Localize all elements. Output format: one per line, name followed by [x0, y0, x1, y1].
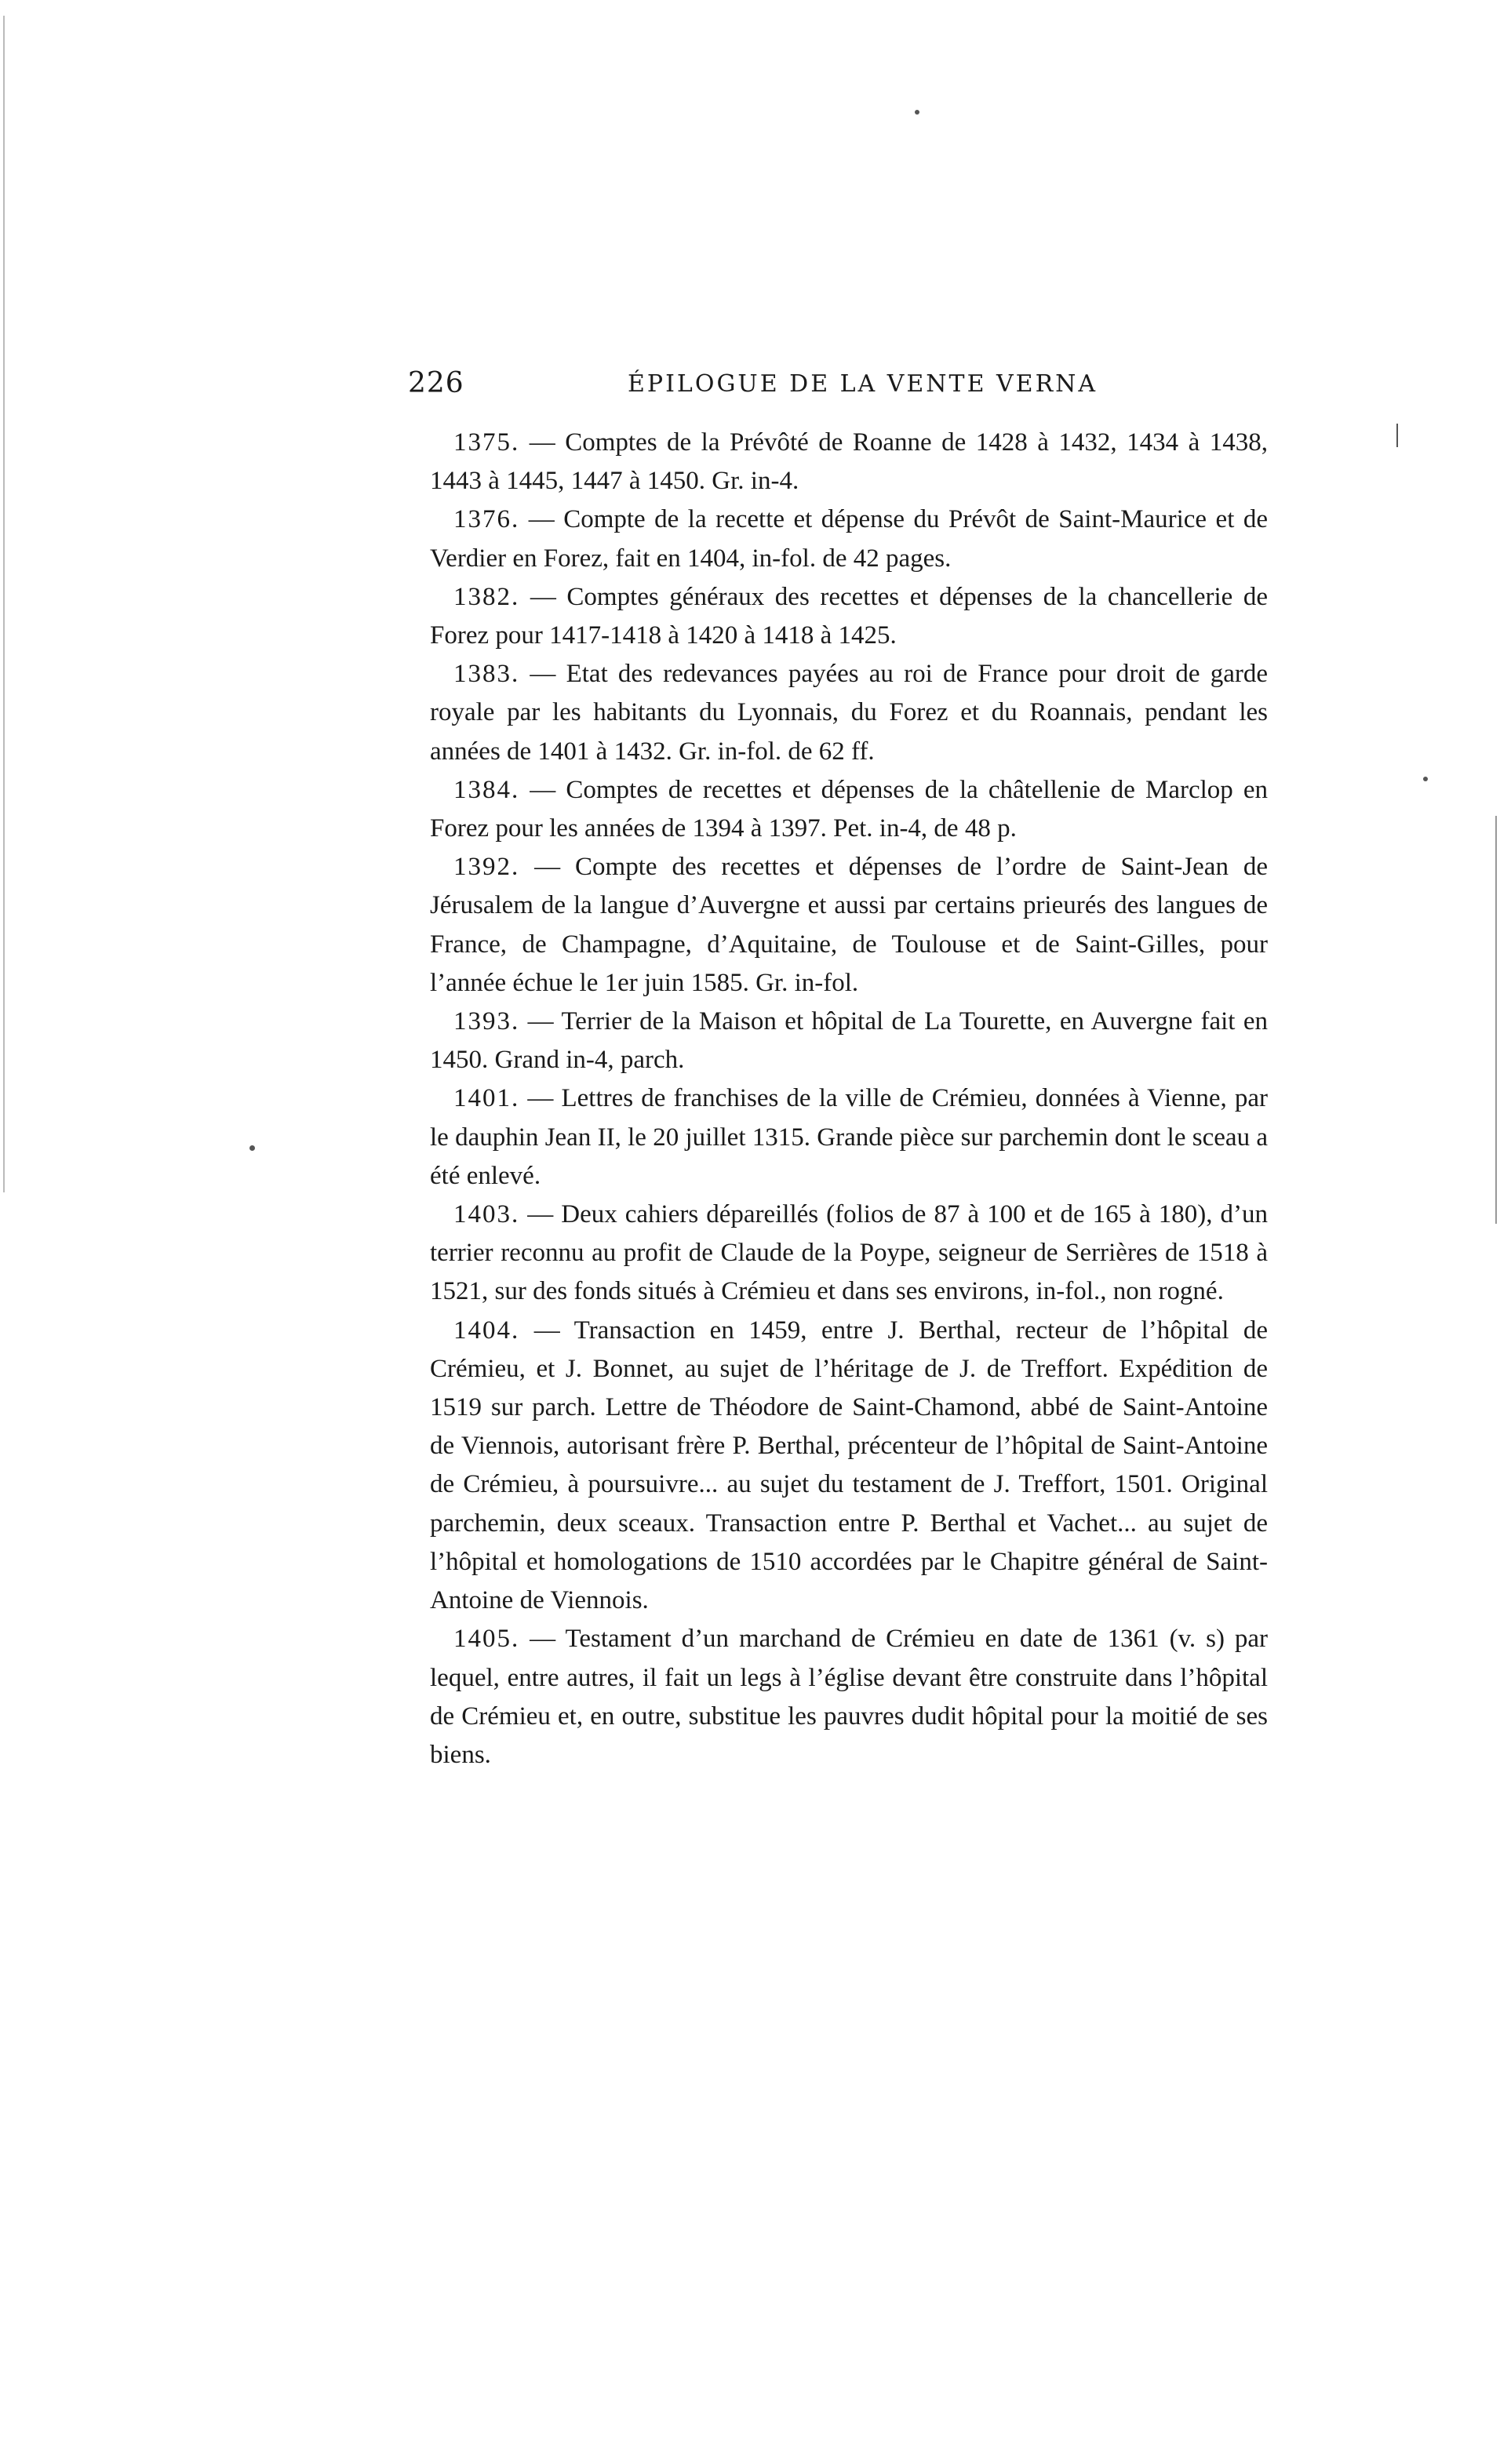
entry-text: — Comptes de la Prévôté de Roanne de 1428 à 1432, 1434 à 1438, 1443 à 1445, 1447 à 1450. Gr. in-4. [430, 428, 1268, 496]
catalogue-entry [430, 1312, 1268, 1621]
catalogue-entry [430, 424, 1268, 500]
scan-speck [1423, 777, 1428, 781]
catalogue-entry [430, 1620, 1268, 1774]
entry-text: — Deux cahiers dépareillés (folios de 87 à 100 et de 165 à 180), d’un terrier reconnu au profit de Claude de la Poype, seigneur de Serrières de 1518 à 1521, sur des fonds situés à Crémieu et dans ses environs, in-fol., non rogné. [430, 1200, 1268, 1306]
running-title: ÉPILOGUE DE LA VENTE VERNA [628, 370, 1098, 398]
scan-speck [1495, 816, 1497, 1224]
catalogue-entry [430, 578, 1268, 655]
scan-speck [1396, 424, 1398, 447]
entry-text: — Testament d’un marchand de Crémieu en date de 1361 (v. s) par lequel, entre autres, il fait un legs à l’église devant être construite dans l’hôpital de Crémieu et, en outre, substitue les pauvres dudit hôpital pour la moitié de ses biens. [430, 1625, 1268, 1769]
entry-text: — Compte de la recette et dépense du Prévôt de Saint-Maurice et de Verdier en Forez, fait en 1404, in-fol. de 42 pages. [430, 505, 1268, 573]
entry-number: 1392. [453, 853, 520, 882]
entry-number: 1383. [453, 660, 520, 689]
entry-number: 1375. [453, 428, 520, 457]
entry-text: — Comptes généraux des recettes et dépenses de la chancellerie de Forez pour 1417-1418 à 1420 à 1418 à 1425. [430, 582, 1268, 650]
entry-number: 1401. [453, 1084, 520, 1113]
entry-number: 1404. [453, 1316, 520, 1345]
scan-speck [249, 1145, 255, 1151]
catalogue-entry [430, 1196, 1268, 1312]
entry-text: — Terrier de la Maison et hôpital de La Tourette, en Auvergne fait en 1450. Grand in-4, parch. [430, 1007, 1268, 1075]
scan-speck [915, 110, 919, 115]
entry-text: — Compte des recettes et dépenses de l’ordre de Saint-Jean de Jérusalem de la langue d’Auvergne et aussi par certains prieurés des langues de France, de Champagne, d’Aquitaine, de Toulouse et de Saint-Gilles, pour l’année échue le 1er juin 1585. Gr. in-fol. [430, 853, 1268, 997]
catalogue-entries [430, 424, 1268, 1774]
entry-text: — Transaction en 1459, entre J. Berthal, recteur de l’hôpital de Crémieu, et J. Bonnet, au sujet de l’héritage de J. de Treffort. Expédition de 1519 sur parch. Lettre de Théodore de Saint-Chamond, abbé de Saint-Antoine de Viennois, autorisant frère P. Berthal, précenteur de l’hôpital de Saint-Antoine de Crémieu, à poursuivre... au sujet du testament de J. Treffort, 1501. Original parchemin, deux sceaux. Transaction entre P. Berthal et Vachet... au sujet de l’hôpital et homologations de 1510 accordées par le Chapitre général de Saint-Antoine de Viennois. [430, 1316, 1268, 1615]
entry-number: 1405. [453, 1625, 520, 1654]
catalogue-entry [430, 771, 1268, 848]
entry-number: 1403. [453, 1200, 520, 1229]
entry-number: 1384. [453, 775, 520, 804]
entry-number: 1382. [453, 582, 520, 611]
entry-text: — Comptes de recettes et dépenses de la châtellenie de Marclop en Forez pour les années de 1394 à 1397. Pet. in-4, de 48 p. [430, 775, 1268, 843]
entry-text: — Lettres de franchises de la ville de Crémieu, données à Vienne, par le dauphin Jean II, le 20 juillet 1315. Grande pièce sur parchemin dont le sceau a été enlevé. [430, 1084, 1268, 1190]
entry-number: 1376. [453, 505, 520, 534]
catalogue-entry [430, 1003, 1268, 1079]
catalogue-entry [430, 1079, 1268, 1196]
entry-text: — Etat des redevances payées au roi de France pour droit de garde royale par les habitants du Lyonnais, du Forez et du Roannais, pendant les années de 1401 à 1432. Gr. in-fol. de 62 ff. [430, 660, 1268, 766]
catalogue-entry [430, 500, 1268, 577]
scan-speck [3, 16, 5, 1192]
catalogue-entry [430, 655, 1268, 771]
entry-number: 1393. [453, 1007, 520, 1036]
catalogue-entry [430, 848, 1268, 1003]
running-head [408, 367, 1263, 406]
page-number: 226 [408, 367, 464, 399]
